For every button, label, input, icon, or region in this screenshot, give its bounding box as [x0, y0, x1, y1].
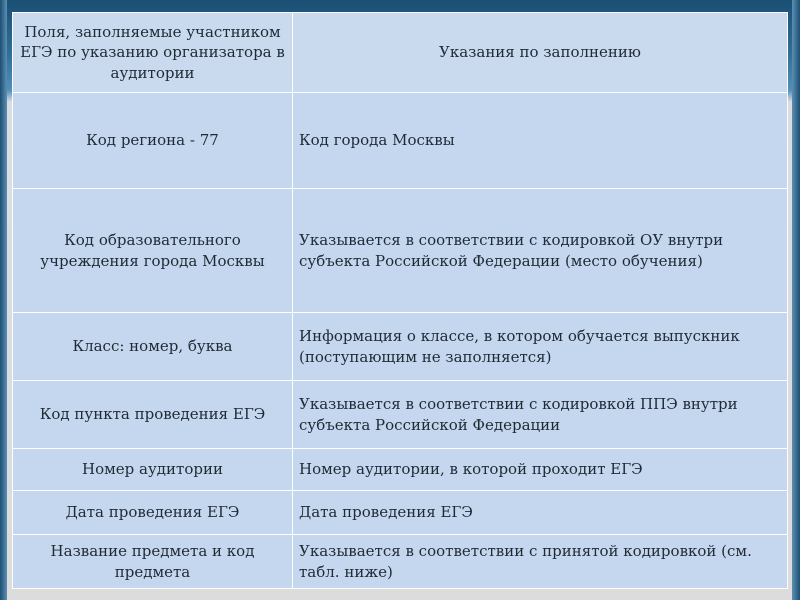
table-row — [13, 535, 788, 589]
table-header-row — [13, 13, 788, 93]
field-cell: Название предмета и код предмета — [13, 535, 293, 589]
instruction-cell: Дата проведения ЕГЭ — [293, 491, 788, 535]
field-cell: Класс: номер, буква — [13, 313, 293, 381]
instruction-cell: Код города Москвы — [293, 93, 788, 189]
table-row — [13, 449, 788, 491]
instruction-cell: Информация о классе, в котором обучается выпускник (поступающим не заполняется) — [293, 313, 788, 381]
slide-right-edge — [792, 0, 800, 600]
table-row — [13, 491, 788, 535]
slide-left-edge — [0, 0, 7, 600]
header-instructions: Указания по заполнению — [293, 13, 788, 93]
field-cell: Код региона - 77 — [13, 93, 293, 189]
field-cell: Код пункта проведения ЕГЭ — [13, 381, 293, 449]
table-row — [13, 381, 788, 449]
instruction-cell: Номер аудитории, в которой проходит ЕГЭ — [293, 449, 788, 491]
fields-instructions-table — [12, 12, 788, 589]
header-fields: Поля, заполняемые участником ЕГЭ по указанию организатора в аудитории — [13, 13, 293, 93]
table-row — [13, 93, 788, 189]
field-cell: Код образовательного учреждения города Москвы — [13, 189, 293, 313]
field-cell: Номер аудитории — [13, 449, 293, 491]
instruction-cell: Указывается в соответствии с принятой кодировкой (см. табл. ниже) — [293, 535, 788, 589]
instruction-cell: Указывается в соответствии с кодировкой ОУ внутри субъекта Российской Федерации (место обучения) — [293, 189, 788, 313]
table-row — [13, 313, 788, 381]
field-cell: Дата проведения ЕГЭ — [13, 491, 293, 535]
instruction-cell: Указывается в соответствии с кодировкой ППЭ внутри субъекта Российской Федерации — [293, 381, 788, 449]
table-row — [13, 189, 788, 313]
